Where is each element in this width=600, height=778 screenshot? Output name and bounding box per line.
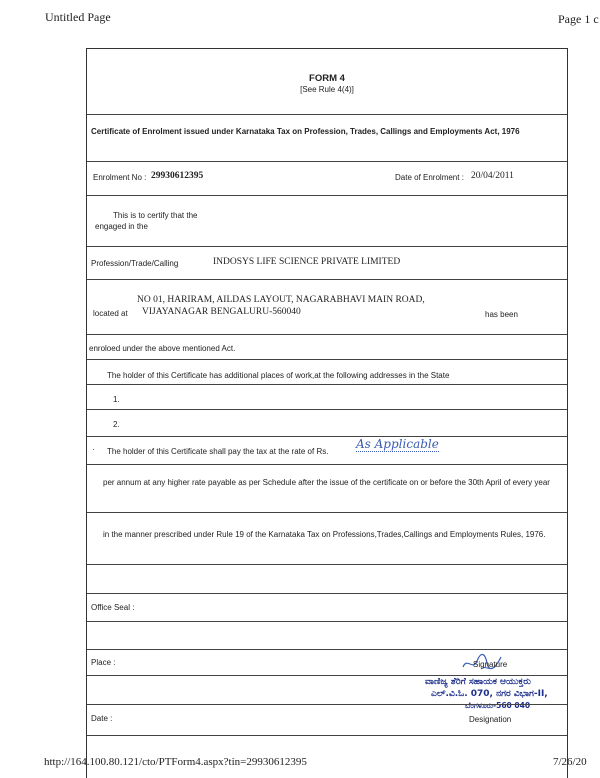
divider (87, 621, 567, 622)
form-title: FORM 4 (309, 73, 345, 84)
place-label: Place : (91, 658, 116, 667)
divider (87, 384, 567, 385)
print-page-title: Untitled Page (45, 10, 111, 24)
form-4-certificate (86, 48, 568, 778)
additional-place-2: 2. (113, 420, 120, 429)
enrolment-no-label: Enrolment No : (93, 173, 147, 182)
divider (87, 704, 567, 705)
profession-label: Profession/Trade/Calling (91, 259, 179, 268)
divider (87, 161, 567, 162)
divider (87, 246, 567, 247)
per-annum-text: per annum at any higher rate payable as per Schedule after the issue of the certificate on or before the 30th April of every year (103, 478, 550, 487)
date-of-enrolment-label: Date of Enrolment : (395, 173, 464, 182)
divider (87, 279, 567, 280)
address-line-1: NO 01, HARIRAM, AILDAS LAYOUT, NAGARABHAVI MAIN ROAD, (137, 295, 425, 305)
enrolment-no-value: 29930612395 (151, 171, 204, 181)
manner-text: in the manner prescribed under Rule 19 of the Karnataka Tax on Professions,Trades,Callings and Employments Rules, 1976. (103, 530, 546, 539)
divider (87, 512, 567, 513)
located-at-label: located at (93, 309, 128, 318)
divider (87, 593, 567, 594)
divider (87, 464, 567, 465)
official-stamp-line-3: ಬೆಂಗಳೂರು-560 040 (465, 701, 531, 710)
date-of-enrolment-value: 20/04/2011 (471, 171, 514, 181)
print-url: http://164.100.80.121/cto/PTForm4.aspx?tin=29930612395 (44, 756, 307, 768)
divider (87, 195, 567, 196)
divider (87, 564, 567, 565)
divider (87, 675, 567, 676)
print-date: 7/26/20 (553, 756, 587, 768)
designation-label: Designation (469, 715, 512, 724)
additional-place-1: 1. (113, 395, 120, 404)
divider (87, 409, 567, 410)
form-subtitle: [See Rule 4(4)] (300, 85, 354, 94)
date-label: Date : (91, 714, 113, 723)
signature-label: Signature (473, 660, 508, 669)
divider (87, 114, 567, 115)
divider (87, 359, 567, 360)
has-been-text: has been (485, 310, 518, 319)
tax-rate-bullet: · (92, 445, 95, 454)
official-stamp-line-2: ಎಲ್.ವಿ.ಓ. 070, ನಗರ ವಿಭಾಗ-II, (431, 689, 548, 699)
certify-line-2: engaged in the (95, 222, 148, 231)
divider (87, 436, 567, 437)
enrolled-text: enroloed under the above mentioned Act. (89, 344, 236, 353)
company-name: INDOSYS LIFE SCIENCE PRIVATE LIMITED (213, 257, 401, 267)
divider (87, 334, 567, 335)
office-seal-label: Office Seal : (91, 603, 135, 612)
certify-line-1: This is to certify that the (113, 211, 198, 220)
additional-places-text: The holder of this Certificate has additional places of work,at the following addresses in the State (107, 371, 450, 380)
print-page-number: Page 1 c (558, 12, 599, 26)
divider (87, 735, 567, 736)
tax-rate-text: The holder of this Certificate shall pay the tax at the rate of Rs. (107, 447, 329, 456)
certificate-heading: Certificate of Enrolment issued under Karnataka Tax on Profession, Trades, Callings and Employments Act, 1976 (91, 127, 520, 136)
address-line-2: VIJAYANAGAR BENGALURU-560040 (142, 307, 301, 317)
official-stamp-line-1: ವಾಣಿಜ್ಯ ತೆರಿಗೆ ಸಹಾಯಕ ಆಯುಕ್ತರು (425, 677, 531, 687)
tax-rate-handwritten: As Applicable (356, 437, 439, 451)
